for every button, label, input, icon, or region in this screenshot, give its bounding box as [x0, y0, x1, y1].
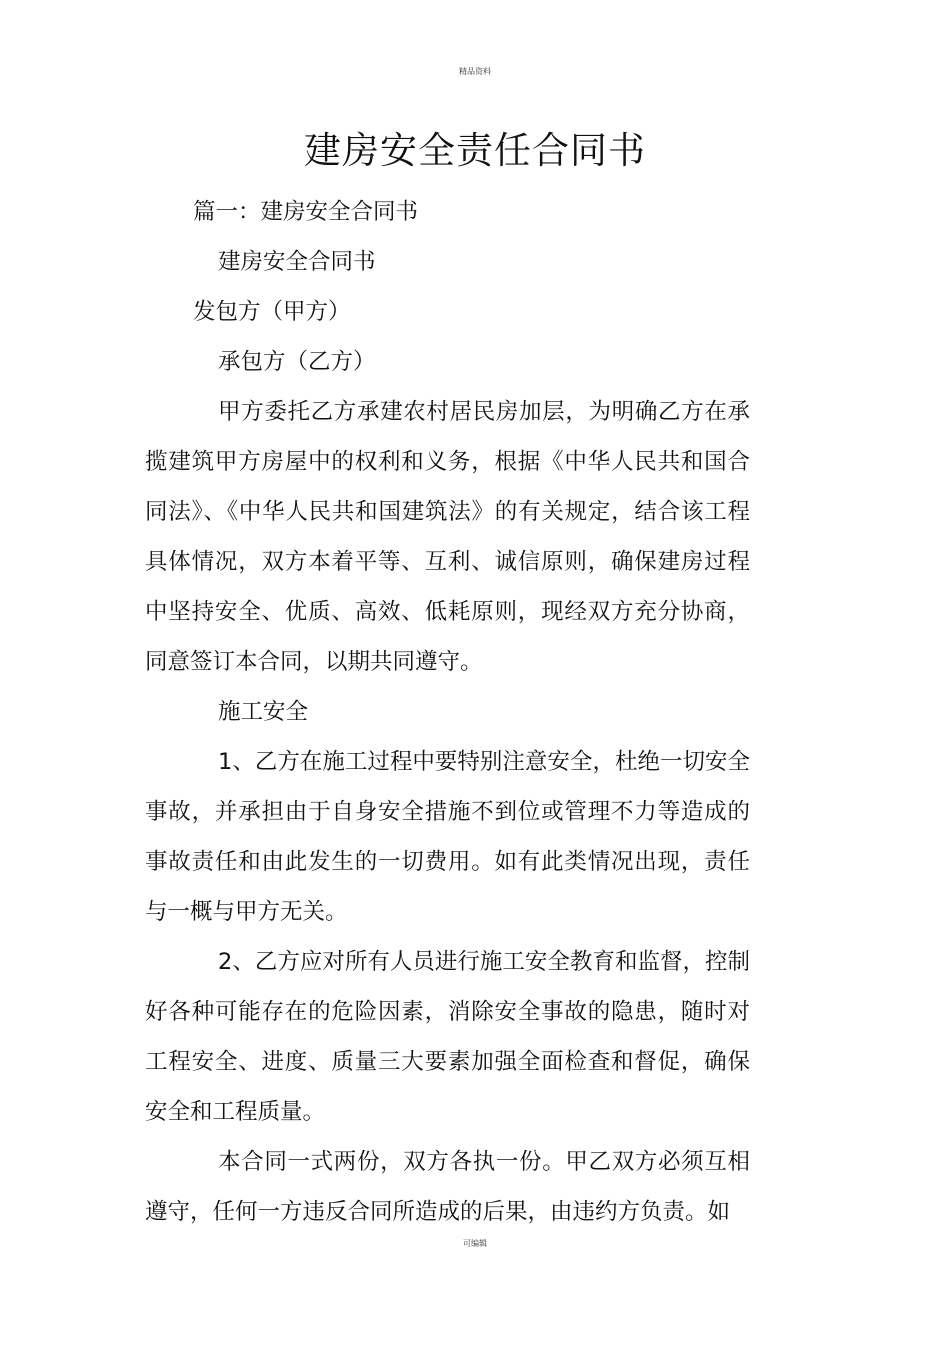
chapter-heading: 篇一：建房安全合同书 [193, 199, 419, 225]
header-note: 精品资料 [459, 67, 491, 76]
document-title: 建房安全责任合同书 [304, 129, 646, 172]
contract-subtitle: 建房安全合同书 [218, 249, 376, 275]
section-heading: 施工安全 [218, 699, 309, 725]
party-b-line: 承包方（乙方） [218, 349, 376, 375]
clause-2-paragraph: 2、乙方应对所有人员进行施工安全教育和监督，控制好各种可能存在的危险因素，消除安全事故的隐患，随时对工程安全、进度、质量三大要素加强全面检查和督促，确保安全和工程质量。 [145, 949, 750, 1125]
intro-paragraph: 甲方委托乙方承建农村居民房加层，为明确乙方在承揽建筑甲方房屋中的权利和义务，根据《中华人民共和国合同法》、《中华人民共和国建筑法》的有关规定，结合该工程具体情况，双方本着平等、互利、诚信原则，确保建房过程中坚持安全、优质、高效、低耗原则，现经双方充分协商，同意签订本合同，以期共同遵守。 [145, 399, 750, 675]
document-body [145, 187, 750, 1237]
footer-note: 可编辑 [463, 1239, 487, 1248]
closing-paragraph: 本合同一式两份，双方各执一份。甲乙双方必须互相遵守，任何一方违反合同所造成的后果，由违约方负责。如 [145, 1149, 750, 1225]
clause-1-paragraph: 1、乙方在施工过程中要特别注意安全，杜绝一切安全事故，并承担由于自身安全措施不到位或管理不力等造成的事故责任和由此发生的一切费用。如有此类情况出现，责任与一概与甲方无关。 [145, 749, 750, 925]
party-a-line: 发包方（甲方） [193, 299, 351, 325]
